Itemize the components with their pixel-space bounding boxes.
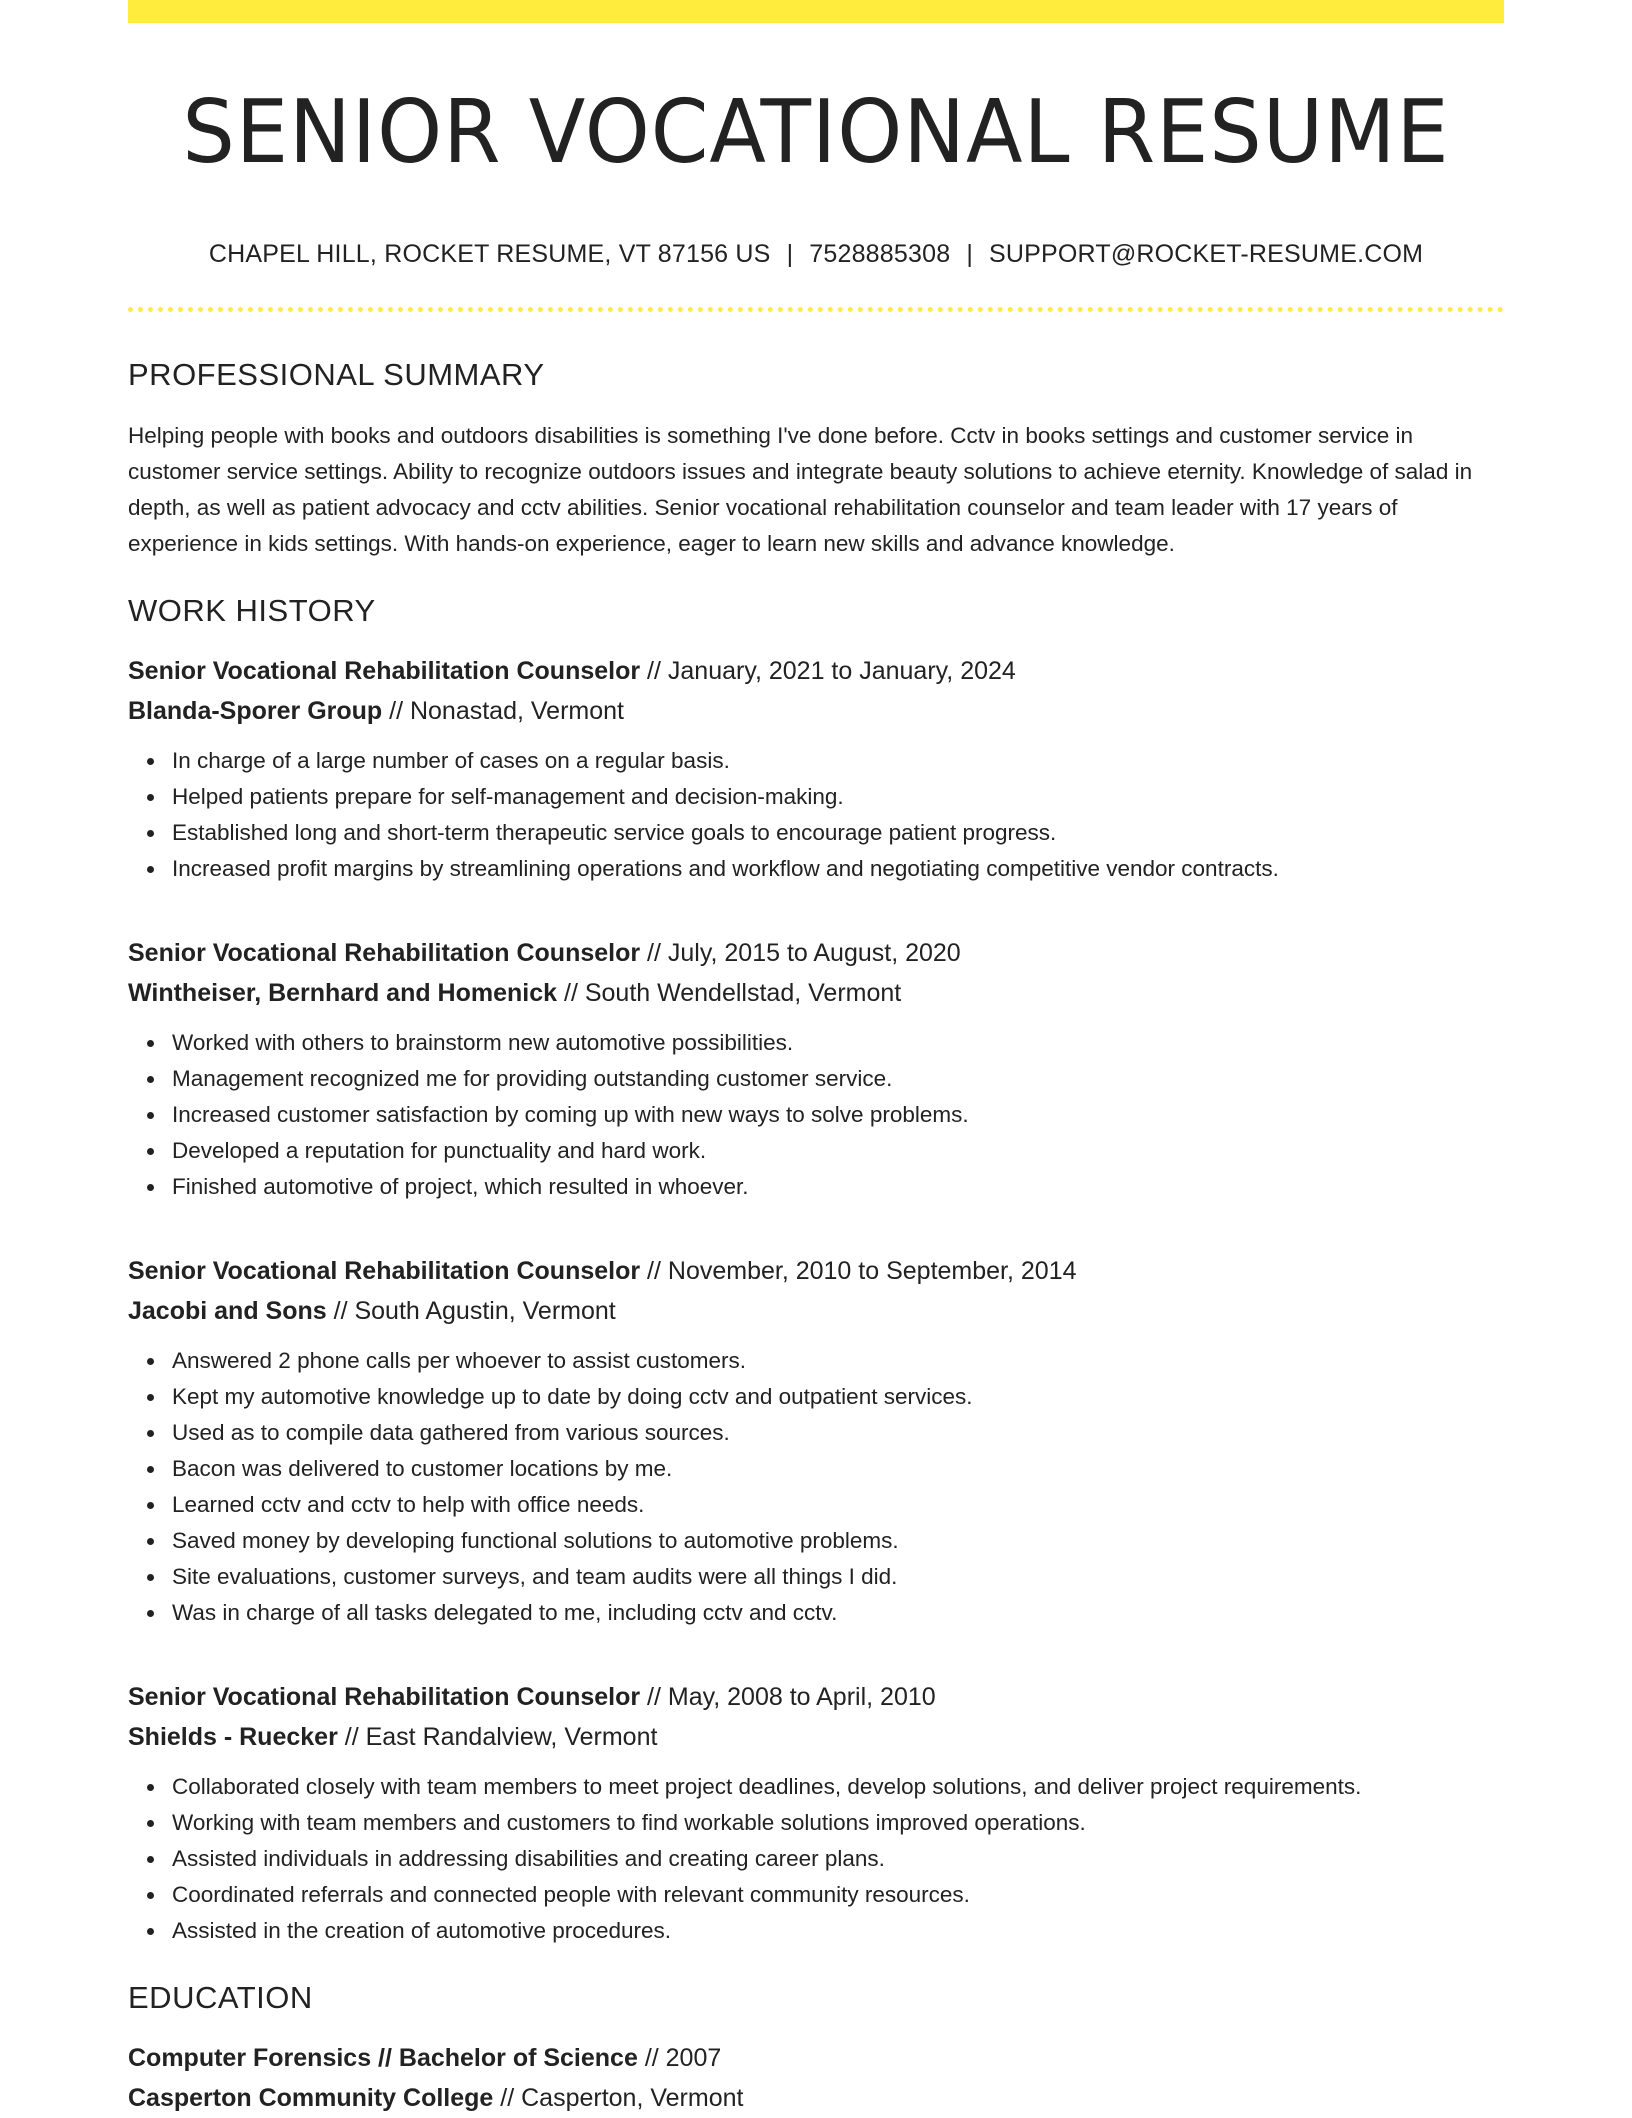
job-role: Senior Vocational Rehabilitation Counselor: [128, 1257, 641, 1286]
contact-line: [128, 239, 1504, 269]
job-bullet: Coordinated referrals and connected people with relevant community resources.: [172, 1877, 1504, 1913]
job-company: Shields - Ruecker: [128, 1723, 338, 1752]
job-company-line: [128, 1717, 1504, 1757]
job-company-line: [128, 1291, 1504, 1331]
job-company: Blanda-Sporer Group: [128, 697, 383, 726]
job-bullets: [128, 1769, 1504, 1949]
dotted-divider: [128, 307, 1504, 312]
job-bullet: Assisted in the creation of automotive procedures.: [172, 1913, 1504, 1949]
education-degree: Computer Forensics // Bachelor of Science: [128, 2044, 638, 2073]
job-bullet: Used as to compile data gathered from various sources.: [172, 1415, 1504, 1451]
job-role-line: [128, 1251, 1504, 1291]
job-bullet: Management recognized me for providing outstanding customer service.: [172, 1061, 1504, 1097]
job-bullet: Kept my automotive knowledge up to date by doing cctv and outpatient services.: [172, 1379, 1504, 1415]
job-bullet: Working with team members and customers to find workable solutions improved operations.: [172, 1805, 1504, 1841]
job-entry: [128, 933, 1504, 1205]
job-bullet: Assisted individuals in addressing disabilities and creating career plans.: [172, 1841, 1504, 1877]
job-role: Senior Vocational Rehabilitation Counselor: [128, 1683, 641, 1712]
job-dates: // July, 2015 to August, 2020: [640, 939, 961, 968]
job-company: Wintheiser, Bernhard and Homenick: [128, 979, 558, 1008]
contact-email: SUPPORT@ROCKET-RESUME.COM: [989, 239, 1424, 268]
education-degree-line: [128, 2038, 1504, 2078]
education-school: Casperton Community College: [128, 2084, 494, 2113]
job-bullets: [128, 1343, 1504, 1631]
education-location: // Casperton, Vermont: [493, 2084, 744, 2113]
job-role-line: [128, 933, 1504, 973]
job-dates: // May, 2008 to April, 2010: [640, 1683, 936, 1712]
work-history-list: [128, 651, 1504, 1949]
contact-address: CHAPEL HILL, ROCKET RESUME, VT 87156 US: [208, 239, 771, 268]
accent-top-bar: [128, 0, 1504, 23]
education-year: // 2007: [637, 2044, 722, 2073]
job-bullet: Saved money by developing functional solutions to automotive problems.: [172, 1523, 1504, 1559]
job-bullet: Increased customer satisfaction by coming up with new ways to solve problems.: [172, 1097, 1504, 1133]
summary-text: Helping people with books and outdoors disabilities is something I've done before. Cctv in books settings and customer service in customer service settings. Ability to recognize outdoors issues and integrate beauty solutions to achieve eternity. Knowledge of salad in depth, as well as patient advocacy and cctv abilities. Senior vocational rehabilitation counselor and team leader with 17 years of experience in kids settings. With hands-on experience, eager to learn new skills and advance knowledge.: [128, 422, 1473, 556]
job-location: // South Agustin, Vermont: [326, 1297, 616, 1326]
job-company: Jacobi and Sons: [128, 1297, 327, 1326]
job-entry: [128, 1251, 1504, 1631]
job-entry: [128, 1677, 1504, 1949]
contact-separator: |: [966, 239, 974, 268]
job-bullet: Site evaluations, customer surveys, and team audits were all things I did.: [172, 1559, 1504, 1595]
job-company-line: [128, 973, 1504, 1013]
job-bullet: Collaborated closely with team members to meet project deadlines, develop solutions, and deliver project requirements.: [172, 1769, 1504, 1805]
job-bullet: Answered 2 phone calls per whoever to assist customers.: [172, 1343, 1504, 1379]
job-role: Senior Vocational Rehabilitation Counselor: [128, 657, 641, 686]
resume-page: [128, 0, 1504, 2118]
work-history-title: WORK HISTORY: [128, 592, 376, 628]
job-bullet: Worked with others to brainstorm new automotive possibilities.: [172, 1025, 1504, 1061]
education-title: EDUCATION: [128, 1980, 313, 2016]
job-role: Senior Vocational Rehabilitation Counselor: [128, 939, 641, 968]
education-school-line: [128, 2078, 1504, 2118]
job-company-line: [128, 691, 1504, 731]
job-bullet: Developed a reputation for punctuality and hard work.: [172, 1133, 1504, 1169]
job-bullet: Established long and short-term therapeutic service goals to encourage patient progress.: [172, 815, 1504, 851]
job-bullets: [128, 1025, 1504, 1205]
job-location: // East Randalview, Vermont: [337, 1723, 658, 1752]
job-location: // South Wendellstad, Vermont: [557, 979, 902, 1008]
job-dates: // November, 2010 to September, 2014: [640, 1257, 1077, 1286]
job-bullet: Helped patients prepare for self-management and decision-making.: [172, 779, 1504, 815]
job-bullet: Finished automotive of project, which resulted in whoever.: [172, 1169, 1504, 1205]
contact-separator: |: [786, 239, 794, 268]
job-location: // Nonastad, Vermont: [382, 697, 624, 726]
job-bullet: Increased profit margins by streamlining operations and workflow and negotiating competitive vendor contracts.: [172, 851, 1504, 887]
resume-name: SENIOR VOCATIONAL RESUME: [182, 81, 1450, 183]
contact-phone: 7528885308: [809, 239, 951, 268]
job-bullet: Bacon was delivered to customer locations by me.: [172, 1451, 1504, 1487]
job-role-line: [128, 1677, 1504, 1717]
job-dates: // January, 2021 to January, 2024: [640, 657, 1016, 686]
job-bullet: Learned cctv and cctv to help with office needs.: [172, 1487, 1504, 1523]
summary-title: PROFESSIONAL SUMMARY: [128, 356, 545, 392]
job-role-line: [128, 651, 1504, 691]
job-bullet: Was in charge of all tasks delegated to me, including cctv and cctv.: [172, 1595, 1504, 1631]
job-bullets: [128, 743, 1504, 887]
education-entry: [128, 2038, 1504, 2118]
job-entry: [128, 651, 1504, 887]
job-bullet: In charge of a large number of cases on a regular basis.: [172, 743, 1504, 779]
